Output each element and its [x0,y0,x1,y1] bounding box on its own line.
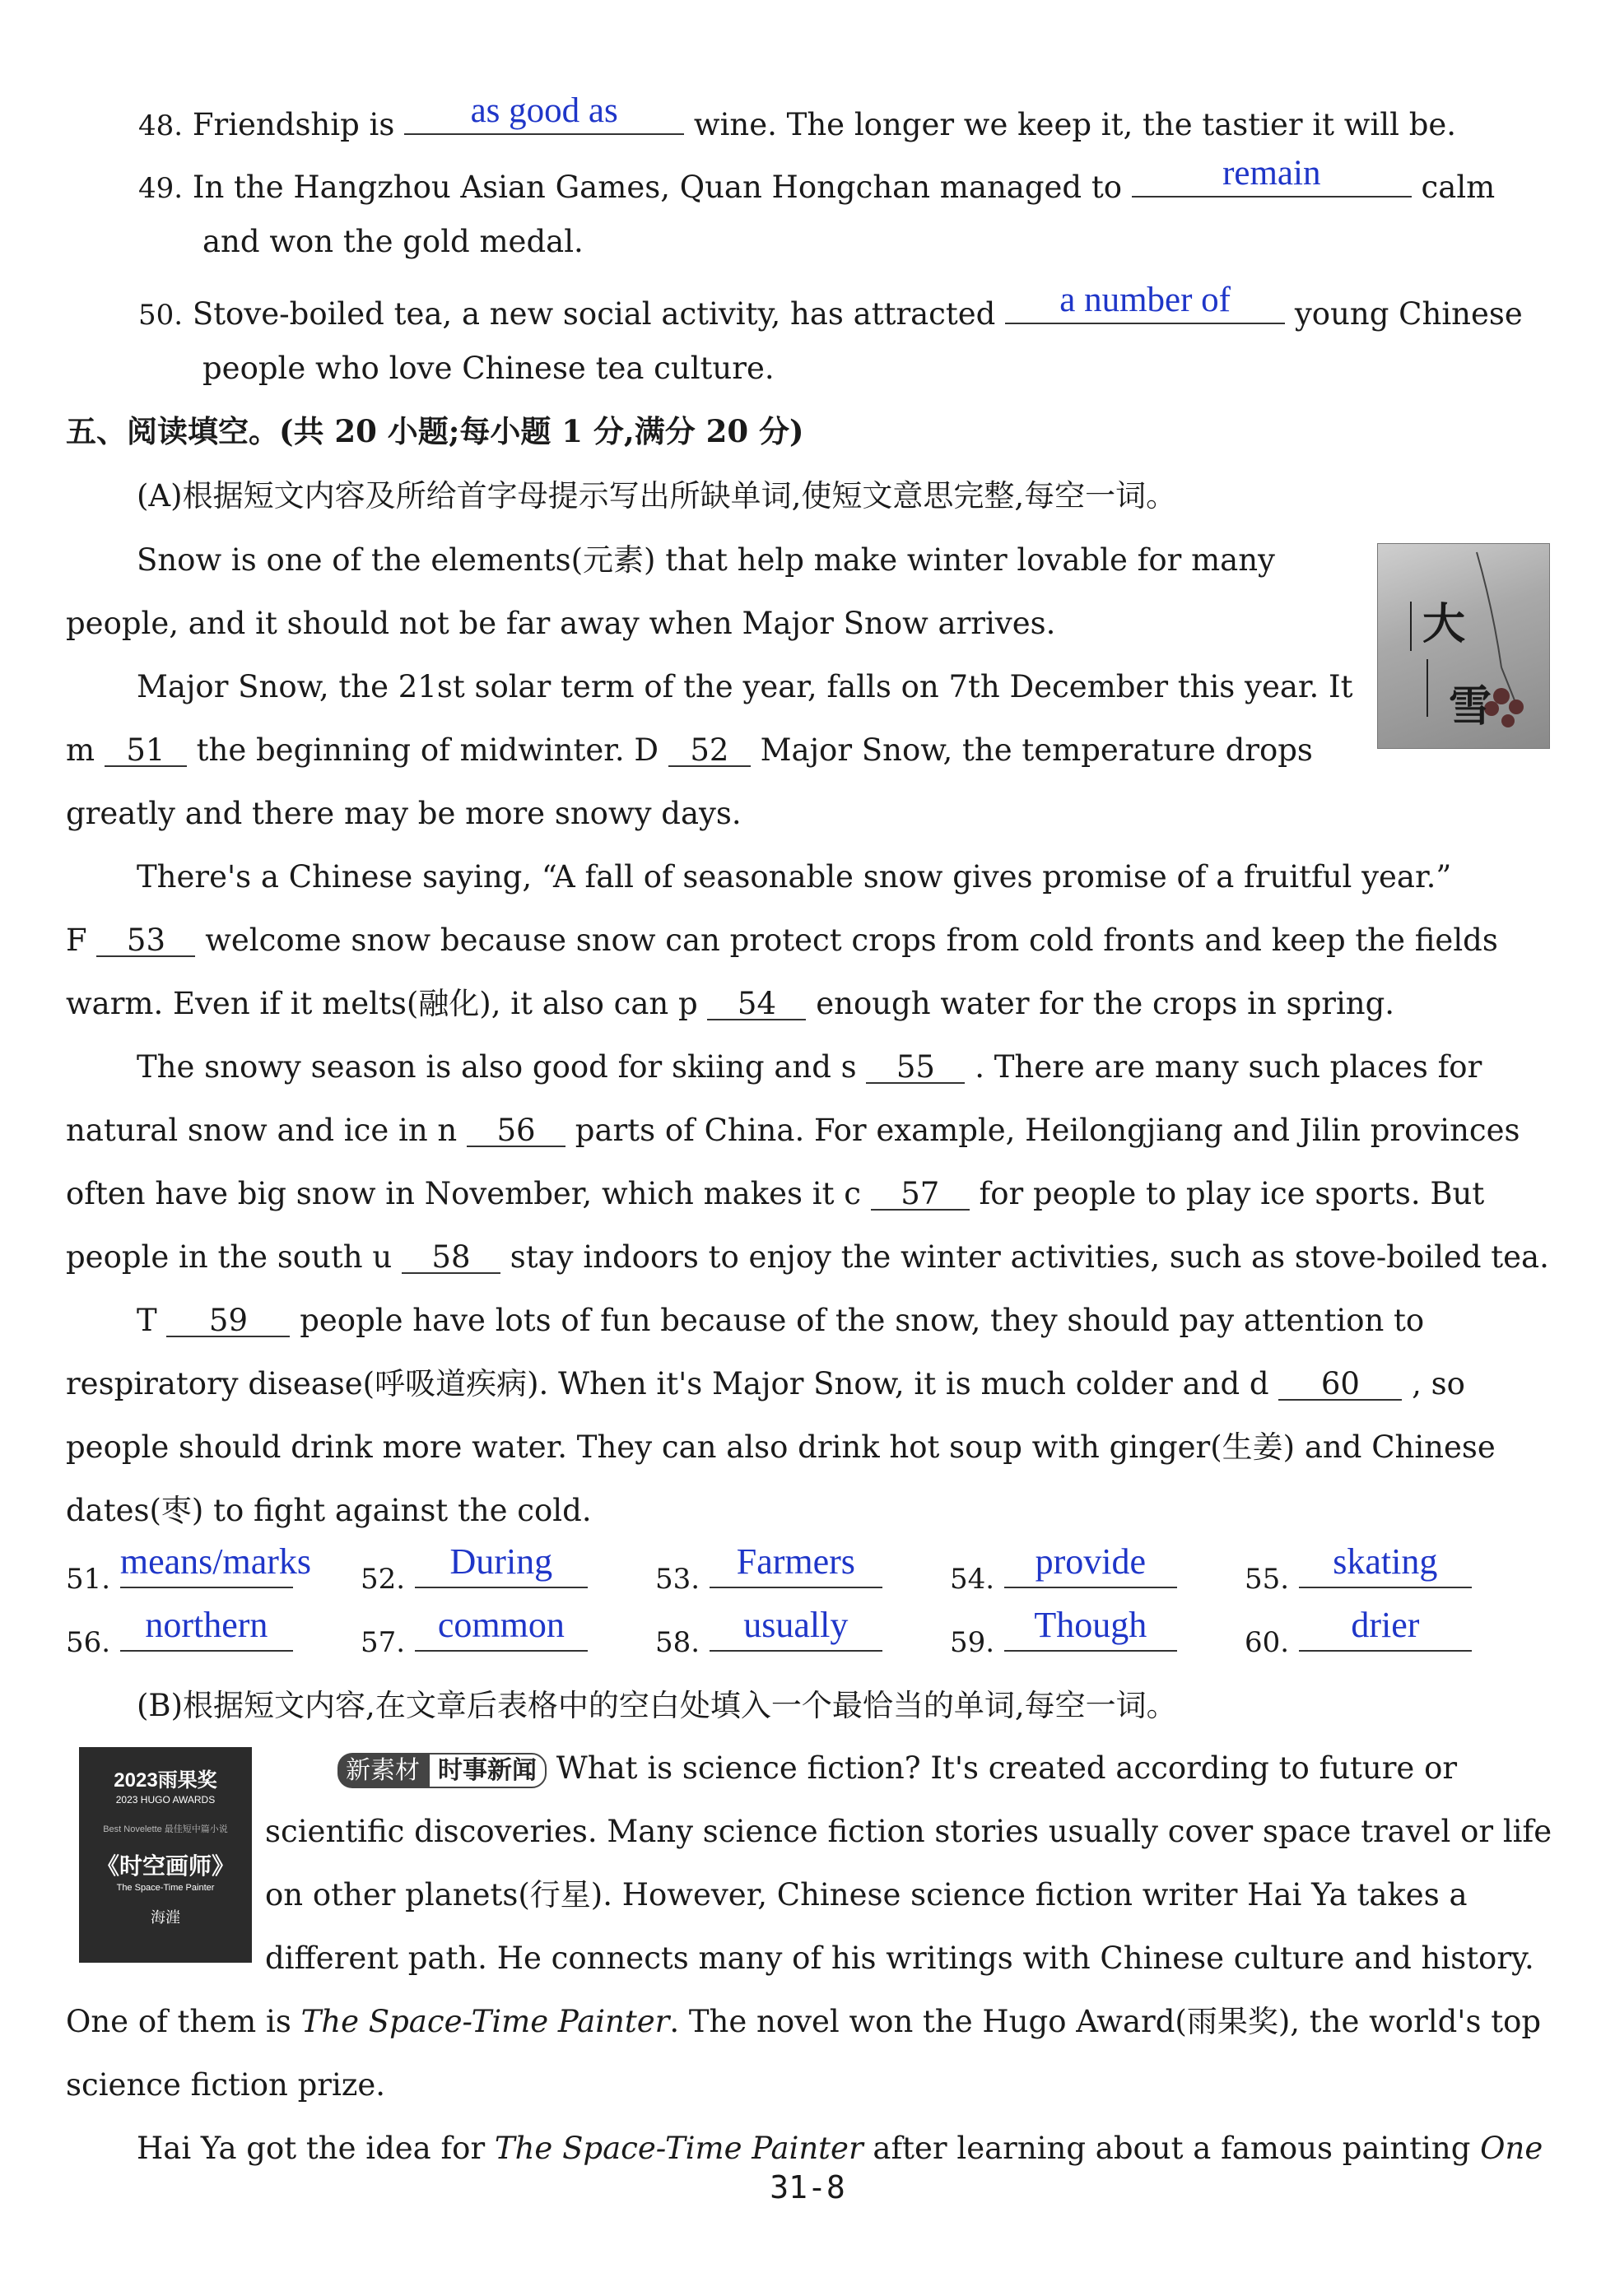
answer-number: 57. [361,1626,406,1659]
passage-a-line [66,925,1498,957]
text-fragment: enough water for the crops in spring. [816,986,1395,1021]
answer-blank[interactable] [1299,1605,1472,1652]
part-b-line: on other planets(行星). However, Chinese science fiction writer Hai Ya takes a [265,1877,1468,1913]
book-cover-text: 《时空画师》 [95,1853,235,1879]
hugo-award-book-cover [79,1747,252,1963]
handwritten-answer: means/marks [119,1541,312,1582]
handwritten-answer: northern [145,1605,268,1645]
novel-title: The Space-Time Painter [300,2004,670,2039]
text-fragment: natural snow and ice in n [66,1113,458,1148]
news-badge [337,1755,547,1785]
svg-text:大: 大 [1422,599,1466,649]
answer-number: 60. [1245,1626,1290,1659]
answer-blank[interactable] [1004,1605,1177,1652]
answer-cell-56 [66,1605,293,1659]
text-fragment: One of them is [66,2004,291,2039]
answer-cell-58 [655,1605,882,1659]
text-fragment: Major Snow, the temperature drops [760,732,1313,768]
blank-59[interactable] [166,1305,290,1337]
text-fragment: welcome snow because snow can protect crops from cold fronts and keep the fields [205,923,1498,958]
blank-57[interactable] [871,1178,970,1211]
major-snow-image [1377,543,1550,749]
text-fragment: . There are many such places for [975,1049,1482,1085]
badge-left: 新素材 [337,1753,428,1788]
passage-a-line [137,1049,1482,1085]
passage-a-line: people should drink more water. They can also drink hot soup with ginger(生姜) and Chinese [66,1429,1496,1465]
snow-painting-icon [1378,544,1549,748]
answer-number: 59. [950,1626,995,1659]
answer-number: 54. [950,1563,995,1596]
book-cover-text: 2023雨果奖 [114,1769,217,1792]
answer-cell-55 [1245,1541,1472,1596]
passage-a-line [66,1178,1484,1211]
blank-number: 59 [208,1303,248,1338]
question-50-line2: people who love Chinese tea culture. [202,351,775,386]
page-number: 31-8 [770,2169,845,2205]
answer-number: 53. [655,1563,700,1596]
text-fragment: Hai Ya got the idea for [137,2131,486,2166]
badge-right: 时事新闻 [428,1753,547,1788]
handwritten-answer: Farmers [736,1541,855,1582]
text-fragment: for people to play ice sports. But [979,1176,1485,1211]
text-fragment: T [137,1303,157,1338]
blank-56[interactable] [467,1115,565,1147]
answer-blank[interactable] [1299,1541,1472,1588]
passage-a-line [66,988,1394,1020]
blank-number: 57 [901,1176,940,1211]
question-text: Friendship is [192,107,395,142]
answer-number: 56. [66,1626,111,1659]
question-number: 48. [138,109,184,142]
text-fragment: parts of China. For example, Heilongjiang and Jilin provinces [575,1113,1520,1148]
svg-text:雪: 雪 [1449,681,1492,732]
question-text: Stove-boiled tea, a new social activity, has attracted [192,296,996,332]
question-49-line2: and won the gold medal. [202,224,584,259]
book-cover-text: 海漄 [151,1909,180,1926]
handwritten-answer: as good as [470,91,618,130]
blank-number: 56 [496,1113,536,1148]
question-text: In the Hangzhou Asian Games, Quan Hongchan managed to [192,170,1123,205]
handwritten-answer: common [437,1605,565,1645]
answer-number: 51. [66,1563,111,1596]
question-text: calm [1421,170,1496,205]
text-fragment: people have lots of fun because of the snow, they should pay attention to [300,1303,1425,1338]
answer-blank[interactable] [415,1605,588,1652]
answer-blank[interactable] [120,1605,293,1652]
blank-number: 54 [737,986,776,1021]
blank-60[interactable] [1278,1366,1402,1401]
blank-55[interactable] [866,1049,965,1085]
text-fragment: the beginning of midwinter. D [196,732,659,768]
answer-cell-60 [1245,1605,1472,1659]
part-b-instructions: (B)根据短文内容,在文章后表格中的空白处填入一个最恰当的单词,每空一词。 [137,1688,1177,1723]
text-fragment: often have big snow in November, which makes it c [66,1176,861,1211]
blank-53[interactable] [96,925,195,957]
text-fragment: What is science fiction? It's created according to future or [556,1750,1458,1786]
question-number: 50. [138,299,184,332]
answer-blank-50[interactable] [1005,281,1285,324]
answer-cell-51 [66,1541,312,1596]
handwritten-answer: a number of [1059,281,1231,319]
book-cover-text: Best Novelette 最佳短中篇小说 [103,1824,228,1834]
handwritten-answer: skating [1333,1541,1438,1582]
answer-number: 58. [655,1626,700,1659]
answer-blank[interactable] [710,1541,882,1588]
answer-blank-49[interactable] [1132,154,1412,198]
answer-cell-53 [655,1541,882,1596]
part-a-instructions: (A)根据短文内容及所给首字母提示写出所缺单词,使短文意思完整,每空一词。 [137,478,1177,514]
novel-title: The Space-Time Painter [494,2131,863,2166]
text-fragment: m [66,732,95,768]
blank-54[interactable] [707,988,806,1020]
section-heading: 五、阅读填空。(共 20 小题;每小题 1 分,满分 20 分) [66,413,804,449]
blank-number: 53 [126,923,165,958]
handwritten-answer: remain [1222,154,1321,193]
question-number: 49. [138,172,184,205]
part-b-line: science fiction prize. [66,2067,385,2103]
handwritten-answer: drier [1351,1605,1420,1645]
handwritten-answer: During [449,1541,553,1582]
blank-number: 51 [126,732,165,768]
passage-a-line: people, and it should not be far away when Major Snow arrives. [66,606,1056,641]
passage-a-line [66,1366,1465,1401]
answer-number: 52. [361,1563,406,1596]
text-fragment: stay indoors to enjoy the winter activities, such as stove-boiled tea. [510,1239,1549,1275]
text-fragment: The snowy season is also good for skiing and s [137,1049,857,1085]
handwritten-answer: usually [743,1605,849,1645]
part-b-line: different path. He connects many of his writings with Chinese culture and history. [265,1940,1534,1976]
answer-cell-52 [361,1541,588,1596]
passage-a-line [66,732,1313,768]
book-cover-text: The Space-Time Painter [116,1883,215,1893]
blank-52[interactable] [668,732,751,768]
handwritten-answer: Though [1034,1605,1147,1645]
part-b-line [137,2133,1543,2164]
text-fragment: after learning about a famous painting [873,2131,1471,2166]
passage-a-line [66,1115,1520,1147]
answer-blank[interactable] [119,1541,312,1588]
answer-cell-54 [950,1541,1177,1596]
question-50 [138,281,1523,332]
part-b-line [337,1750,1458,1786]
blank-number: 55 [896,1049,935,1085]
blank-58[interactable] [402,1239,500,1275]
answer-blank[interactable] [415,1541,588,1588]
blank-51[interactable] [105,732,187,768]
answer-blank[interactable] [1004,1541,1177,1588]
answer-blank-48[interactable] [404,91,684,135]
blank-number: 60 [1320,1366,1360,1401]
handwritten-answer: provide [1035,1541,1147,1582]
question-49 [138,154,1496,205]
question-48 [138,91,1457,142]
text-fragment: , so [1412,1366,1465,1401]
passage-a-line: There's a Chinese saying, “A fall of seasonable snow gives promise of a fruitful year.” [137,859,1452,895]
text-fragment: F [66,923,87,958]
text-fragment: respiratory disease(呼吸道疾病). When it's Major Snow, it is much colder and d [66,1366,1269,1401]
passage-a-line: Snow is one of the elements(元素) that help make winter lovable for many [137,542,1275,578]
answer-cell-59 [950,1605,1177,1659]
question-text: wine. The longer we keep it, the tastier it will be. [693,107,1457,142]
answer-number: 55. [1245,1563,1290,1596]
part-b-line [66,2006,1541,2037]
question-text: young Chinese [1294,296,1523,332]
blank-number: 52 [690,732,729,768]
text-fragment: . The novel won the Hugo Award(雨果奖), the world's top [669,2004,1542,2039]
passage-a-line [66,1239,1549,1275]
passage-a-line: dates(枣) to fight against the cold. [66,1493,592,1528]
text-fragment: people in the south u [66,1239,393,1275]
painting-title: One [1480,2131,1543,2166]
passage-a-line: greatly and there may be more snowy days. [66,796,742,831]
book-cover-text: 2023 HUGO AWARDS [115,1794,216,1806]
part-b-line: scientific discoveries. Many science fiction stories usually cover space travel or life [265,1814,1552,1849]
text-fragment: warm. Even if it melts(融化), it also can p [66,986,698,1021]
passage-a-line [137,1305,1424,1337]
answer-cell-57 [361,1605,588,1659]
blank-number: 58 [431,1239,471,1275]
passage-a-line: Major Snow, the 21st solar term of the year, falls on 7th December this year. It [137,669,1353,704]
answer-blank[interactable] [710,1605,882,1652]
